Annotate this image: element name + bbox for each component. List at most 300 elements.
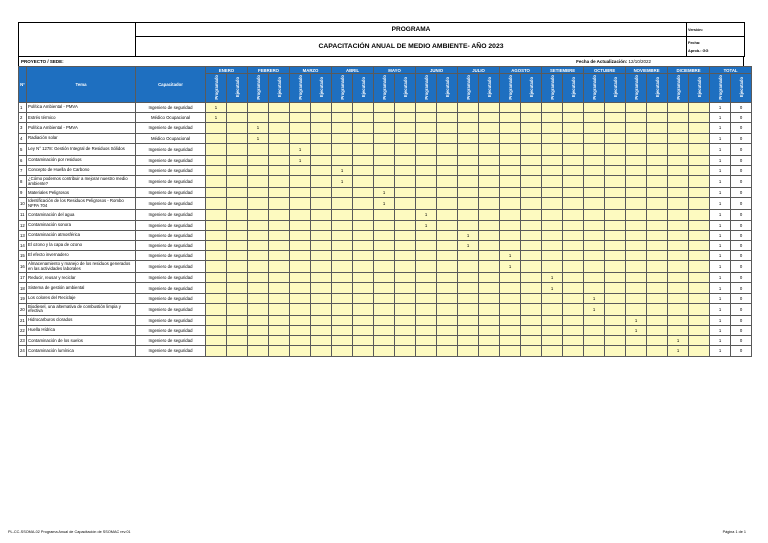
- update-label: Fecha de Actualización:: [576, 59, 628, 64]
- cell-ejecutado: [689, 113, 710, 123]
- sub-header-label: Programado: [213, 75, 219, 100]
- cell-programado: [374, 210, 395, 220]
- cell-ejecutado: [689, 155, 710, 165]
- cell-programado: [626, 188, 647, 198]
- sub-header-programado: [710, 74, 731, 103]
- cell-programado: [458, 103, 479, 113]
- cell-ejecutado: [353, 303, 374, 315]
- sub-header-label: Ejecutado: [402, 77, 408, 98]
- row-number: 21: [19, 315, 27, 325]
- row-capacitador: Ingeniero de seguridad: [136, 188, 206, 198]
- cell-ejecutado: [605, 346, 626, 356]
- cell-programado: [248, 273, 269, 283]
- cell-programado: [290, 133, 311, 143]
- total-programado: 1: [710, 188, 731, 198]
- cell-ejecutado: [353, 346, 374, 356]
- cell-programado: 1: [584, 303, 605, 315]
- cell-ejecutado: [353, 315, 374, 325]
- cell-ejecutado: [311, 113, 332, 123]
- document-subtitle: CAPACITACIÓN ANUAL DE MEDIO AMBIENTE- AÑO 2023: [136, 37, 687, 57]
- cell-ejecutado: [521, 210, 542, 220]
- row-number: 8: [19, 176, 27, 188]
- total-programado: 1: [710, 315, 731, 325]
- table-row: [19, 165, 752, 175]
- row-number: 7: [19, 165, 27, 175]
- row-capacitador: Ingeniero de seguridad: [136, 210, 206, 220]
- cell-programado: [626, 240, 647, 250]
- cell-programado: [290, 165, 311, 175]
- cell-programado: 1: [290, 143, 311, 155]
- cell-programado: [542, 155, 563, 165]
- cell-ejecutado: [395, 133, 416, 143]
- cell-programado: [332, 261, 353, 273]
- row-number: 24: [19, 346, 27, 356]
- cell-programado: [332, 220, 353, 230]
- cell-programado: [626, 176, 647, 188]
- table-row: [19, 133, 752, 143]
- row-tema: Política Ambiental - PMVA: [27, 123, 136, 133]
- cell-ejecutado: [353, 103, 374, 113]
- logo-cell: [19, 23, 136, 57]
- cell-ejecutado: [689, 315, 710, 325]
- cell-programado: [458, 210, 479, 220]
- cell-programado: [668, 326, 689, 336]
- cell-ejecutado: [353, 188, 374, 198]
- cell-programado: [584, 220, 605, 230]
- sub-header-label: Ejecutado: [654, 77, 660, 98]
- row-tema: Materiales Peligrosos: [27, 188, 136, 198]
- cell-ejecutado: [563, 326, 584, 336]
- sub-header-ejecutado: [563, 74, 584, 103]
- cell-ejecutado: [311, 326, 332, 336]
- sub-header-label: Programado: [675, 75, 681, 100]
- cell-programado: [626, 346, 647, 356]
- total-ejecutado: 0: [731, 326, 752, 336]
- cell-ejecutado: [647, 176, 668, 188]
- cell-programado: [374, 143, 395, 155]
- cell-ejecutado: [353, 133, 374, 143]
- row-tema: Sistema de gestión ambiental: [27, 283, 136, 293]
- sub-header-ejecutado: [227, 74, 248, 103]
- cell-programado: [542, 240, 563, 250]
- cell-programado: [206, 293, 227, 303]
- cell-ejecutado: [227, 155, 248, 165]
- row-number: 2: [19, 113, 27, 123]
- cell-programado: 1: [500, 251, 521, 261]
- cell-programado: 1: [290, 155, 311, 165]
- cell-ejecutado: [395, 165, 416, 175]
- cell-ejecutado: [647, 210, 668, 220]
- cell-ejecutado: [605, 198, 626, 210]
- cell-programado: [500, 165, 521, 175]
- cell-programado: [626, 273, 647, 283]
- cell-programado: [332, 336, 353, 346]
- cell-ejecutado: [395, 198, 416, 210]
- total-ejecutado: 0: [731, 283, 752, 293]
- document-header: [18, 22, 745, 57]
- page-footer: [8, 530, 746, 534]
- cell-ejecutado: [479, 283, 500, 293]
- cell-programado: [374, 123, 395, 133]
- cell-programado: [416, 240, 437, 250]
- cell-programado: [500, 230, 521, 240]
- row-capacitador: Ingeniero de seguridad: [136, 143, 206, 155]
- row-number: 15: [19, 251, 27, 261]
- cell-programado: [248, 188, 269, 198]
- total-programado: 1: [710, 293, 731, 303]
- cell-ejecutado: [563, 198, 584, 210]
- cell-programado: [416, 176, 437, 188]
- cell-programado: [584, 326, 605, 336]
- cell-ejecutado: [353, 220, 374, 230]
- cell-programado: [374, 283, 395, 293]
- cell-ejecutado: [479, 315, 500, 325]
- cell-ejecutado: [437, 155, 458, 165]
- cell-programado: [542, 261, 563, 273]
- cell-ejecutado: [227, 326, 248, 336]
- cell-ejecutado: [269, 176, 290, 188]
- col-header-capacitador: Capacitador: [136, 67, 206, 103]
- cell-programado: [458, 251, 479, 261]
- cell-programado: [584, 143, 605, 155]
- cell-ejecutado: [353, 336, 374, 346]
- total-programado: 1: [710, 113, 731, 123]
- sub-header-ejecutado: [269, 74, 290, 103]
- total-programado: 1: [710, 336, 731, 346]
- cell-programado: [668, 283, 689, 293]
- cell-ejecutado: [563, 143, 584, 155]
- cell-programado: [584, 273, 605, 283]
- sub-header-label: Ejecutado: [486, 77, 492, 98]
- cell-programado: [206, 188, 227, 198]
- cell-programado: 1: [332, 165, 353, 175]
- cell-ejecutado: [227, 261, 248, 273]
- total-programado: 1: [710, 261, 731, 273]
- cell-programado: [500, 176, 521, 188]
- cell-ejecutado: [521, 133, 542, 143]
- row-capacitador: Ingeniero de seguridad: [136, 326, 206, 336]
- cell-ejecutado: [479, 123, 500, 133]
- table-row: [19, 123, 752, 133]
- cell-programado: [500, 346, 521, 356]
- cell-ejecutado: [437, 251, 458, 261]
- cell-ejecutado: [227, 336, 248, 346]
- cell-programado: [332, 123, 353, 133]
- cell-ejecutado: [563, 133, 584, 143]
- table-row: [19, 210, 752, 220]
- cell-ejecutado: [563, 210, 584, 220]
- cell-ejecutado: [563, 220, 584, 230]
- cell-ejecutado: [605, 336, 626, 346]
- cell-ejecutado: [479, 240, 500, 250]
- total-programado: 1: [710, 303, 731, 315]
- cell-ejecutado: [479, 326, 500, 336]
- cell-ejecutado: [437, 103, 458, 113]
- cell-ejecutado: [395, 336, 416, 346]
- row-number: 14: [19, 240, 27, 250]
- cell-programado: 1: [206, 113, 227, 123]
- cell-ejecutado: [605, 326, 626, 336]
- cell-programado: [248, 346, 269, 356]
- cell-programado: [542, 188, 563, 198]
- sub-header-ejecutado: [395, 74, 416, 103]
- cell-ejecutado: [647, 261, 668, 273]
- cell-ejecutado: [563, 261, 584, 273]
- cell-programado: [500, 220, 521, 230]
- cell-programado: [584, 198, 605, 210]
- cell-ejecutado: [437, 113, 458, 123]
- cell-programado: [542, 113, 563, 123]
- row-capacitador: Ingeniero de seguridad: [136, 220, 206, 230]
- cell-programado: [332, 273, 353, 283]
- row-capacitador: Ingeniero de seguridad: [136, 165, 206, 175]
- cell-programado: [374, 133, 395, 143]
- cell-ejecutado: [689, 176, 710, 188]
- total-ejecutado: 0: [731, 143, 752, 155]
- row-number: 12: [19, 220, 27, 230]
- cell-programado: [206, 251, 227, 261]
- cell-ejecutado: [479, 113, 500, 123]
- cell-ejecutado: [563, 293, 584, 303]
- cell-programado: [500, 210, 521, 220]
- cell-programado: [626, 230, 647, 240]
- cell-programado: [668, 303, 689, 315]
- row-tema: Hidrocarburos clorados: [27, 315, 136, 325]
- cell-ejecutado: [521, 198, 542, 210]
- sub-header-programado: [332, 74, 353, 103]
- cell-programado: [374, 220, 395, 230]
- cell-ejecutado: [647, 133, 668, 143]
- cell-programado: [500, 103, 521, 113]
- cell-ejecutado: [605, 133, 626, 143]
- cell-programado: [542, 336, 563, 346]
- cell-ejecutado: [269, 303, 290, 315]
- cell-ejecutado: [227, 103, 248, 113]
- cell-ejecutado: [269, 188, 290, 198]
- cell-programado: [626, 113, 647, 123]
- cell-ejecutado: [563, 176, 584, 188]
- cell-ejecutado: [689, 261, 710, 273]
- cell-ejecutado: [647, 283, 668, 293]
- table-row: [19, 155, 752, 165]
- cell-programado: [332, 103, 353, 113]
- cell-ejecutado: [479, 103, 500, 113]
- cell-ejecutado: [605, 188, 626, 198]
- cell-ejecutado: [269, 133, 290, 143]
- sub-header-label: Programado: [255, 75, 261, 100]
- cell-ejecutado: [479, 346, 500, 356]
- cell-programado: [206, 230, 227, 240]
- cell-ejecutado: [563, 303, 584, 315]
- table-row: [19, 113, 752, 123]
- cell-programado: [374, 176, 395, 188]
- cell-ejecutado: [647, 188, 668, 198]
- cell-ejecutado: [353, 210, 374, 220]
- cell-ejecutado: [395, 240, 416, 250]
- cell-ejecutado: [689, 188, 710, 198]
- cell-ejecutado: [521, 230, 542, 240]
- cell-programado: [290, 176, 311, 188]
- update-date: [576, 59, 651, 64]
- total-programado: 1: [710, 346, 731, 356]
- cell-programado: [542, 220, 563, 230]
- sub-header-label: Ejecutado: [444, 77, 450, 98]
- sub-header-programado: [668, 74, 689, 103]
- cell-programado: [290, 103, 311, 113]
- cell-programado: [374, 113, 395, 123]
- cell-programado: [458, 165, 479, 175]
- cell-ejecutado: [479, 165, 500, 175]
- cell-ejecutado: [647, 143, 668, 155]
- cell-programado: [542, 230, 563, 240]
- row-capacitador: Ingeniero de seguridad: [136, 251, 206, 261]
- cell-ejecutado: [353, 273, 374, 283]
- cell-programado: [668, 198, 689, 210]
- total-ejecutado: 0: [731, 240, 752, 250]
- cell-programado: [542, 251, 563, 261]
- cell-ejecutado: [647, 165, 668, 175]
- cell-programado: [584, 113, 605, 123]
- row-tema: ¿Cómo podemos contribuir a mejorar nuestro medio ambiente?: [27, 176, 136, 188]
- cell-ejecutado: [563, 240, 584, 250]
- cell-ejecutado: [227, 315, 248, 325]
- cell-ejecutado: [227, 230, 248, 240]
- cell-ejecutado: [563, 346, 584, 356]
- cell-ejecutado: [605, 113, 626, 123]
- sub-header-label: Ejecutado: [360, 77, 366, 98]
- cell-programado: [626, 261, 647, 273]
- row-tema: Contaminación lumínica: [27, 346, 136, 356]
- cell-ejecutado: [269, 220, 290, 230]
- cell-programado: [290, 273, 311, 283]
- cell-ejecutado: [311, 176, 332, 188]
- cell-ejecutado: [479, 273, 500, 283]
- row-tema: Concepto de Huella de Carbono: [27, 165, 136, 175]
- cell-ejecutado: [605, 143, 626, 155]
- cell-programado: 1: [458, 230, 479, 240]
- cell-ejecutado: [647, 123, 668, 133]
- cell-ejecutado: [689, 143, 710, 155]
- row-tema: Identificación de los Residuos Peligrosos - Rombo NFPA 704: [27, 198, 136, 210]
- row-capacitador: Médico Ocupacional: [136, 133, 206, 143]
- cell-ejecutado: [395, 155, 416, 165]
- cell-programado: 1: [206, 103, 227, 113]
- cell-ejecutado: [437, 176, 458, 188]
- cell-programado: [458, 133, 479, 143]
- total-ejecutado: 0: [731, 220, 752, 230]
- cell-programado: [668, 165, 689, 175]
- cell-ejecutado: [311, 251, 332, 261]
- cell-programado: [542, 315, 563, 325]
- row-capacitador: Ingeniero de seguridad: [136, 123, 206, 133]
- cell-ejecutado: [689, 336, 710, 346]
- cell-ejecutado: [269, 346, 290, 356]
- month-header: JULIO: [458, 67, 500, 74]
- cell-programado: [248, 326, 269, 336]
- sub-header-ejecutado: [479, 74, 500, 103]
- cell-ejecutado: [269, 326, 290, 336]
- cell-ejecutado: [395, 326, 416, 336]
- cell-programado: [668, 155, 689, 165]
- cell-ejecutado: [647, 293, 668, 303]
- row-capacitador: Ingeniero de seguridad: [136, 303, 206, 315]
- cell-ejecutado: [437, 123, 458, 133]
- cell-programado: [206, 123, 227, 133]
- cell-ejecutado: [605, 230, 626, 240]
- cell-ejecutado: [521, 326, 542, 336]
- cell-ejecutado: [395, 220, 416, 230]
- cell-ejecutado: [521, 336, 542, 346]
- cell-programado: [416, 251, 437, 261]
- cell-programado: [374, 261, 395, 273]
- cell-ejecutado: [479, 336, 500, 346]
- cell-programado: [206, 346, 227, 356]
- cell-ejecutado: [521, 165, 542, 175]
- table-row: [19, 198, 752, 210]
- cell-programado: [374, 315, 395, 325]
- cell-ejecutado: [479, 210, 500, 220]
- cell-programado: 1: [584, 293, 605, 303]
- row-number: 17: [19, 273, 27, 283]
- row-number: 13: [19, 230, 27, 240]
- cell-programado: [458, 303, 479, 315]
- total-ejecutado: 0: [731, 133, 752, 143]
- cell-ejecutado: [605, 315, 626, 325]
- table-row: [19, 220, 752, 230]
- cell-ejecutado: [395, 123, 416, 133]
- sub-header-programado: [458, 74, 479, 103]
- row-tema: El efecto invernadero: [27, 251, 136, 261]
- cell-ejecutado: [269, 123, 290, 133]
- row-tema: Biodiesel, una alternativa de combustión limpia y efectiva: [27, 303, 136, 315]
- cell-programado: [416, 326, 437, 336]
- cell-ejecutado: [437, 261, 458, 273]
- cell-ejecutado: [395, 143, 416, 155]
- row-capacitador: Ingeniero de seguridad: [136, 230, 206, 240]
- cell-programado: [500, 113, 521, 123]
- cell-programado: [290, 188, 311, 198]
- cell-ejecutado: [647, 103, 668, 113]
- cell-programado: [416, 165, 437, 175]
- cell-programado: [332, 315, 353, 325]
- cell-ejecutado: [605, 103, 626, 113]
- cell-programado: [290, 315, 311, 325]
- cell-ejecutado: [605, 220, 626, 230]
- sub-header-ejecutado: [647, 74, 668, 103]
- cell-programado: [458, 293, 479, 303]
- cell-ejecutado: [395, 346, 416, 356]
- row-tema: El ozono y la capa de ozono: [27, 240, 136, 250]
- cell-ejecutado: [311, 283, 332, 293]
- cell-ejecutado: [479, 293, 500, 303]
- cell-ejecutado: [479, 143, 500, 155]
- total-programado: 1: [710, 198, 731, 210]
- cell-ejecutado: [227, 220, 248, 230]
- cell-ejecutado: [395, 251, 416, 261]
- cell-programado: [542, 143, 563, 155]
- cell-ejecutado: [437, 336, 458, 346]
- cell-programado: [458, 123, 479, 133]
- month-header: TOTAL: [710, 67, 752, 74]
- cell-programado: [290, 230, 311, 240]
- cell-ejecutado: [605, 303, 626, 315]
- cell-ejecutado: [605, 251, 626, 261]
- cell-programado: [626, 220, 647, 230]
- cell-programado: [374, 346, 395, 356]
- cell-ejecutado: [395, 303, 416, 315]
- month-header: FEBRERO: [248, 67, 290, 74]
- cell-ejecutado: [353, 251, 374, 261]
